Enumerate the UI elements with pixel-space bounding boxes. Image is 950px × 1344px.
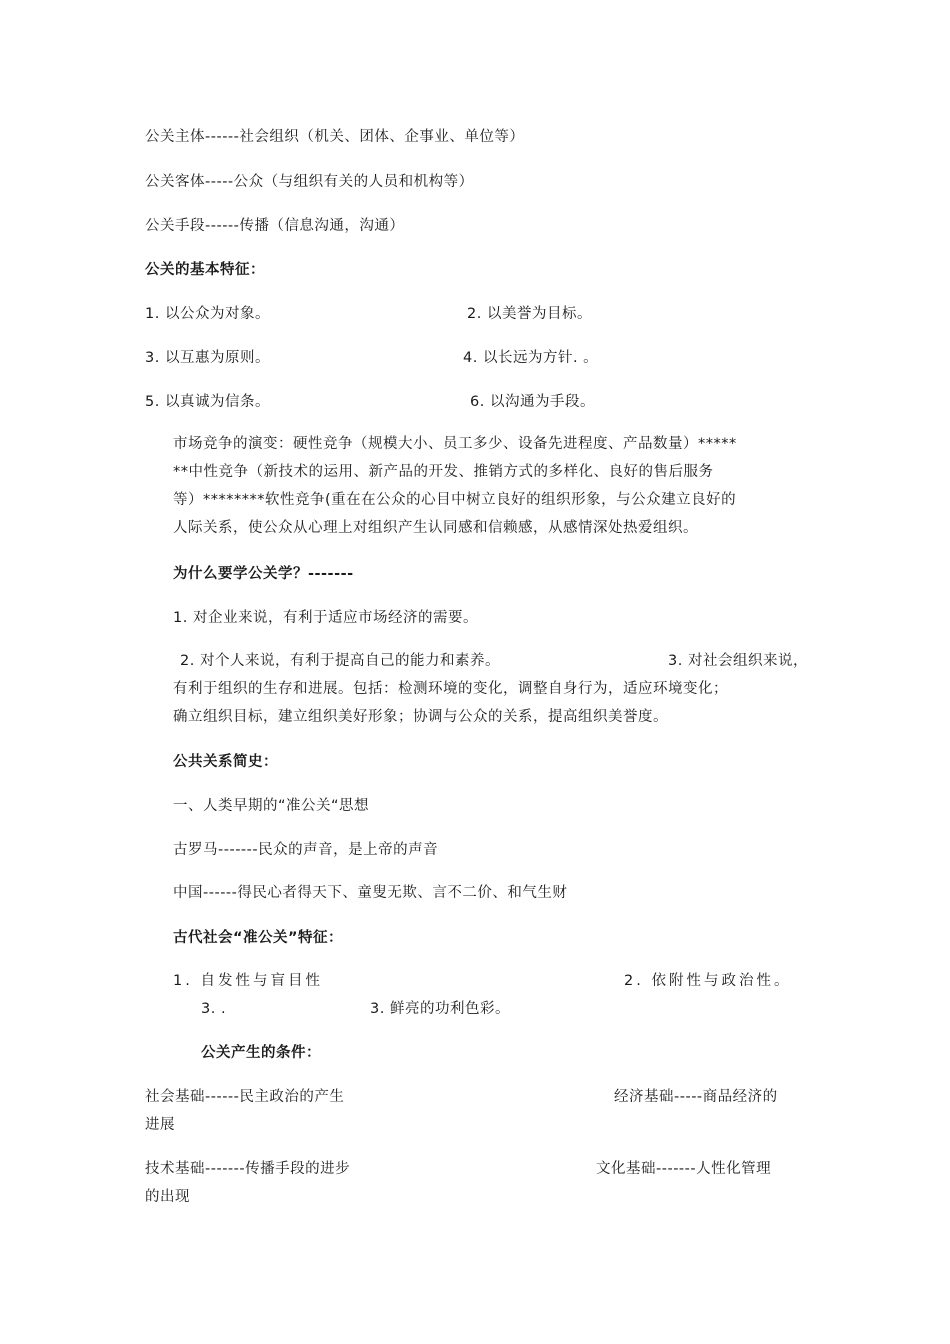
market-paragraph-line-2: **中性竞争（新技术的运用、新产品的开发、推销方式的多样化、良好的售后服务 — [173, 464, 714, 480]
why-heading: 为什么要学公关学？------- — [173, 566, 354, 582]
history-item-1: 一、人类早期的“准公关“思想 — [173, 798, 370, 814]
market-paragraph-line-3: 等）********软性竞争(重在在公众的心目中树立良好的组织形象，与公众建立良好的 — [173, 492, 737, 508]
china-line: 中国------得民心者得天下、童叟无欺、言不二价、和气生财 — [173, 885, 568, 901]
ancient-feature-3: 3. 鲜亮的功利色彩。 — [370, 1001, 510, 1017]
market-paragraph-line-1: 市场竞争的演变：硬性竞争（规模大小、员工多少、设备先进程度、产品数量）***** — [173, 436, 737, 452]
ancient-heading: 古代社会“准公关”特征： — [173, 930, 344, 946]
social-basis: 社会基础------民主政治的产生 — [145, 1089, 345, 1105]
why-item-3-line-3: 确立组织目标，建立组织美好形象；协调与公众的关系，提高组织美誉度。 — [173, 709, 668, 725]
why-item-2: 2. 对个人来说，有利于提高自己的能力和素养。 — [180, 653, 500, 669]
history-heading: 公共关系简史： — [173, 754, 278, 770]
ancient-feature-2: 2. 依附性与政治性。 — [624, 973, 792, 989]
technical-basis: 技术基础-------传播手段的进步 — [145, 1161, 351, 1177]
feature-6: 6. 以沟通为手段。 — [470, 394, 595, 410]
subject-line: 公关主体------社会组织（机关、团体、企事业、单位等） — [145, 129, 525, 145]
conditions-heading: 公关产生的条件： — [201, 1045, 321, 1061]
feature-4: 4. 以长远为方针. 。 — [463, 350, 599, 366]
why-item-3-start: 3. 对社会组织来说， — [668, 653, 808, 669]
ancient-feature-1: 1. 自发性与盲目性 — [173, 973, 323, 989]
feature-3: 3. 以互惠为原则。 — [145, 350, 270, 366]
rome-line: 古罗马-------民众的声音，是上帝的声音 — [173, 842, 439, 858]
economic-basis-continued: 进展 — [145, 1117, 175, 1133]
cultural-basis-continued: 的出现 — [145, 1189, 190, 1205]
ancient-feature-3-empty: 3. . — [201, 1001, 227, 1017]
feature-1: 1. 以公众为对象。 — [145, 306, 270, 322]
features-heading: 公关的基本特征： — [145, 262, 265, 278]
means-line: 公关手段------传播（信息沟通，沟通） — [145, 218, 405, 234]
object-line: 公关客体-----公众（与组织有关的人员和机构等） — [145, 174, 474, 190]
feature-2: 2. 以美誉为目标。 — [467, 306, 592, 322]
why-item-1: 1. 对企业来说，有利于适应市场经济的需要。 — [173, 610, 478, 626]
why-item-3-line-2: 有利于组织的生存和进展。包括：检测环境的变化，调整自身行为，适应环境变化； — [173, 681, 728, 697]
market-paragraph-line-4: 人际关系，使公众从心理上对组织产生认同感和信赖感，从感情深处热爱组织。 — [173, 520, 698, 536]
cultural-basis: 文化基础-------人性化管理 — [596, 1161, 772, 1177]
economic-basis: 经济基础-----商品经济的 — [614, 1089, 778, 1105]
feature-5: 5. 以真诚为信条。 — [145, 394, 270, 410]
